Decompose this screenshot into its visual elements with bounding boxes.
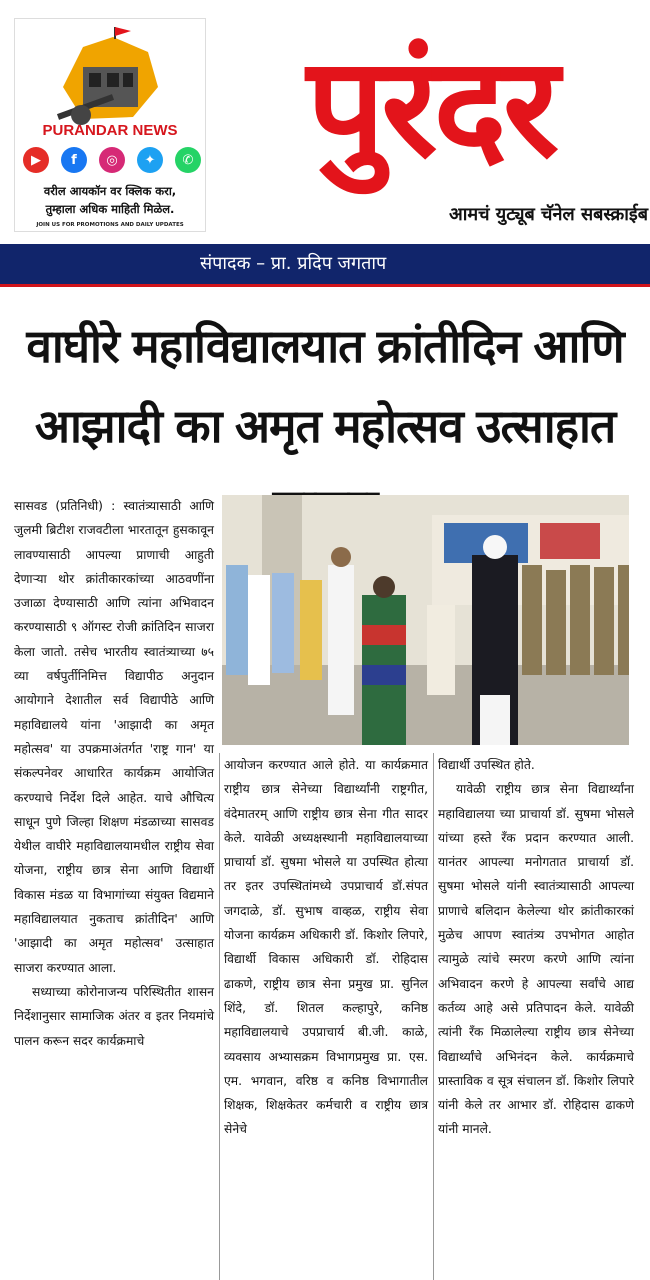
col3-paragraph-1: विद्यार्थी उपस्थित होते. — [438, 758, 535, 772]
event-photo-illustration — [222, 495, 629, 745]
headline-line2: आझादी का अमृत महोत्सव उत्साहात — [34, 399, 616, 453]
column-separator — [219, 753, 220, 1280]
tagline[interactable]: आमचं युट्यूब चॅनेल सबस्क्राईब — [448, 204, 648, 225]
article-column-2 — [224, 753, 428, 1142]
instagram-icon[interactable]: ◎ — [99, 147, 125, 173]
brand-name: पुरंदर — [306, 27, 556, 188]
masthead — [0, 0, 650, 244]
col2-paragraph-1: आयोजन करण्यात आले होते. या कार्यक्रमात राष्ट्रीय छात्र सेनेच्या विद्यार्थ्यांनी राष्ट्रगीत, वंदेमातरम् आणि राष्ट्रीय छात्र सेना गीत सादर केले. यावेळी अध्यक्षस्थानी महाविद्यालयाच्या प्राचार्या डॉ. सुषमा भोसले या उपस्थित होत्या तर इतर उपस्थितांमध्ये उपप्राचार्य डॉ.संपत जगदाळे, डॉ. सुभाष वाव्हळ, राष्ट्रीय सेवा योजना कार्यक्रम अधिकारी डॉ. किशोर लिपारे, विद्यार्थी विकास अधिकारी डॉ. रोहिदास ढाकणे, राष्ट्रीय छात्र सेना प्रमुख प्रा. सुनिल शिंदे, डॉ. शितल कल्हापुरे, कनिष्ठ महाविद्यालयाचे उपप्राचार्य बी.जी. काळे, व्यवसाय अभ्यासक्रम विभागप्रमुख प्रा. एस. एम. भगवान, वरिष्ठ व कनिष्ठ विभागातील शिक्षक, शिक्षकेतर कर्मचारी व राष्ट्रीय छात्र सेनेचे — [224, 758, 428, 1137]
red-divider — [0, 284, 650, 287]
event-photo — [222, 495, 629, 745]
editor-bar — [0, 244, 650, 284]
article-column-3 — [438, 753, 634, 1142]
facebook-icon[interactable]: f — [61, 147, 87, 173]
twitter-icon[interactable]: ✦ — [137, 147, 163, 173]
logo-title: PURANDAR NEWS — [42, 122, 178, 139]
logo-note — [19, 182, 201, 218]
whatsapp-icon[interactable]: ✆ — [175, 147, 201, 173]
editor-name: संपादक – प्रा. प्रदिप जगताप — [200, 253, 387, 274]
column-separator — [433, 753, 434, 1280]
social-icons-row — [23, 147, 201, 177]
article-column-1 — [14, 494, 214, 1053]
logo-note-line2: तुम्हाला अधिक माहिती मिळेल. — [45, 202, 175, 216]
col1-paragraph-1: सासवड (प्रतिनिधी) : स्वातंत्र्यासाठी आणि जुलमी ब्रिटीश राजवटीला भारतातून हुसकावून लावण्यासाठी आपल्या प्राणाची आहुती देणाऱ्या थोर क्रांतीकारकांच्या आठवणींना उजाळा देण्यासाठी आणि त्यांना अभिवादन करण्यासाठी ९ ऑगस्ट रोजी क्रांतिदिन साजरा केला जातो. तसेच भारतीय स्वातंत्र्याच्या ७५ व्या वर्षपुर्तीनिमित्त विद्यापीठ अनुदान आयोगाने देशातील सर्व विद्यापीठे आणि महाविद्यालये यांना 'आझादी का अमृत महोत्सव' या उपक्रमाअंतर्गत 'राष्ट्र गान' या संकल्पनेवर आधारित कार्यक्रम आयोजित करण्याचे निर्देश दिले आहेत. याचे औचित्य साधून पुणे जिल्हा शिक्षण मंडळाच्या सासवड येथील वाघीरे महाविद्यालयामधील राष्ट्रीय सेवा योजना, राष्ट्रीय छात्र सेना आणि विद्यार्थी विकास मंडळ या विभागांच्या संयुक्त विद्यमाने महाविद्यालयात नुकताच क्रांतीदिन' आणि 'आझादी का अमृत महोत्सव' उत्साहात साजरा करण्यात आला. — [14, 499, 214, 975]
logo-note-line1: वरील आयकॉन वर क्लिक करा, — [43, 184, 177, 198]
purandar-news-logo[interactable] — [14, 18, 206, 232]
fort-cannon-illustration — [53, 27, 163, 127]
col1-paragraph-2: सध्याच्या कोरोनाजन्य परिस्थितीत शासन निर्देशानुसार सामाजिक अंतर व इतर नियमांचे पालन करून सदर कार्यक्रमाचे — [14, 984, 214, 1048]
logo-footer: JOIN US FOR PROMOTIONS AND DAILY UPDATES — [36, 222, 184, 228]
headline-line1: वाघीरे महाविद्यालयात क्रांतीदिन आणि — [26, 319, 624, 373]
youtube-icon[interactable]: ▶ — [23, 147, 49, 173]
col3-paragraph-2: यावेळी राष्ट्रीय छात्र सेना विद्यार्थ्यांना महाविद्यालया च्या प्राचार्या डॉ. सुषमा भोसले यांच्या हस्ते रँक प्रदान करण्यात आली. यानंतर आपल्या मनोगतात प्राचार्या डॉ. सुषमा भोसले यांनी स्वातंत्र्यासाठी आपल्या प्राणाचे बलिदान केलेल्या थोर क्रांतीकारकां मुळेच आपण स्वातंत्र्य उपभोगत आहोत त्यामुळे त्यांचे स्मरण करणे आणि त्यांना अभिवादन करणे हे आपल्या सर्वांचे आद्य कर्तव्य आहे असे प्रतिपादन केले. यावेळी त्यांनी रँक मिळालेल्या राष्ट्रीय छात्र सेनेच्या विद्यार्थ्यांचे अभिनंदन केले. कार्यक्रमाचे प्रास्ताविक व सूत्र संचालन डॉ. किशोर लिपारे यांनी केले तर आभार डॉ. रोहिदास ढाकणे यांनी मानले. — [438, 782, 634, 1137]
